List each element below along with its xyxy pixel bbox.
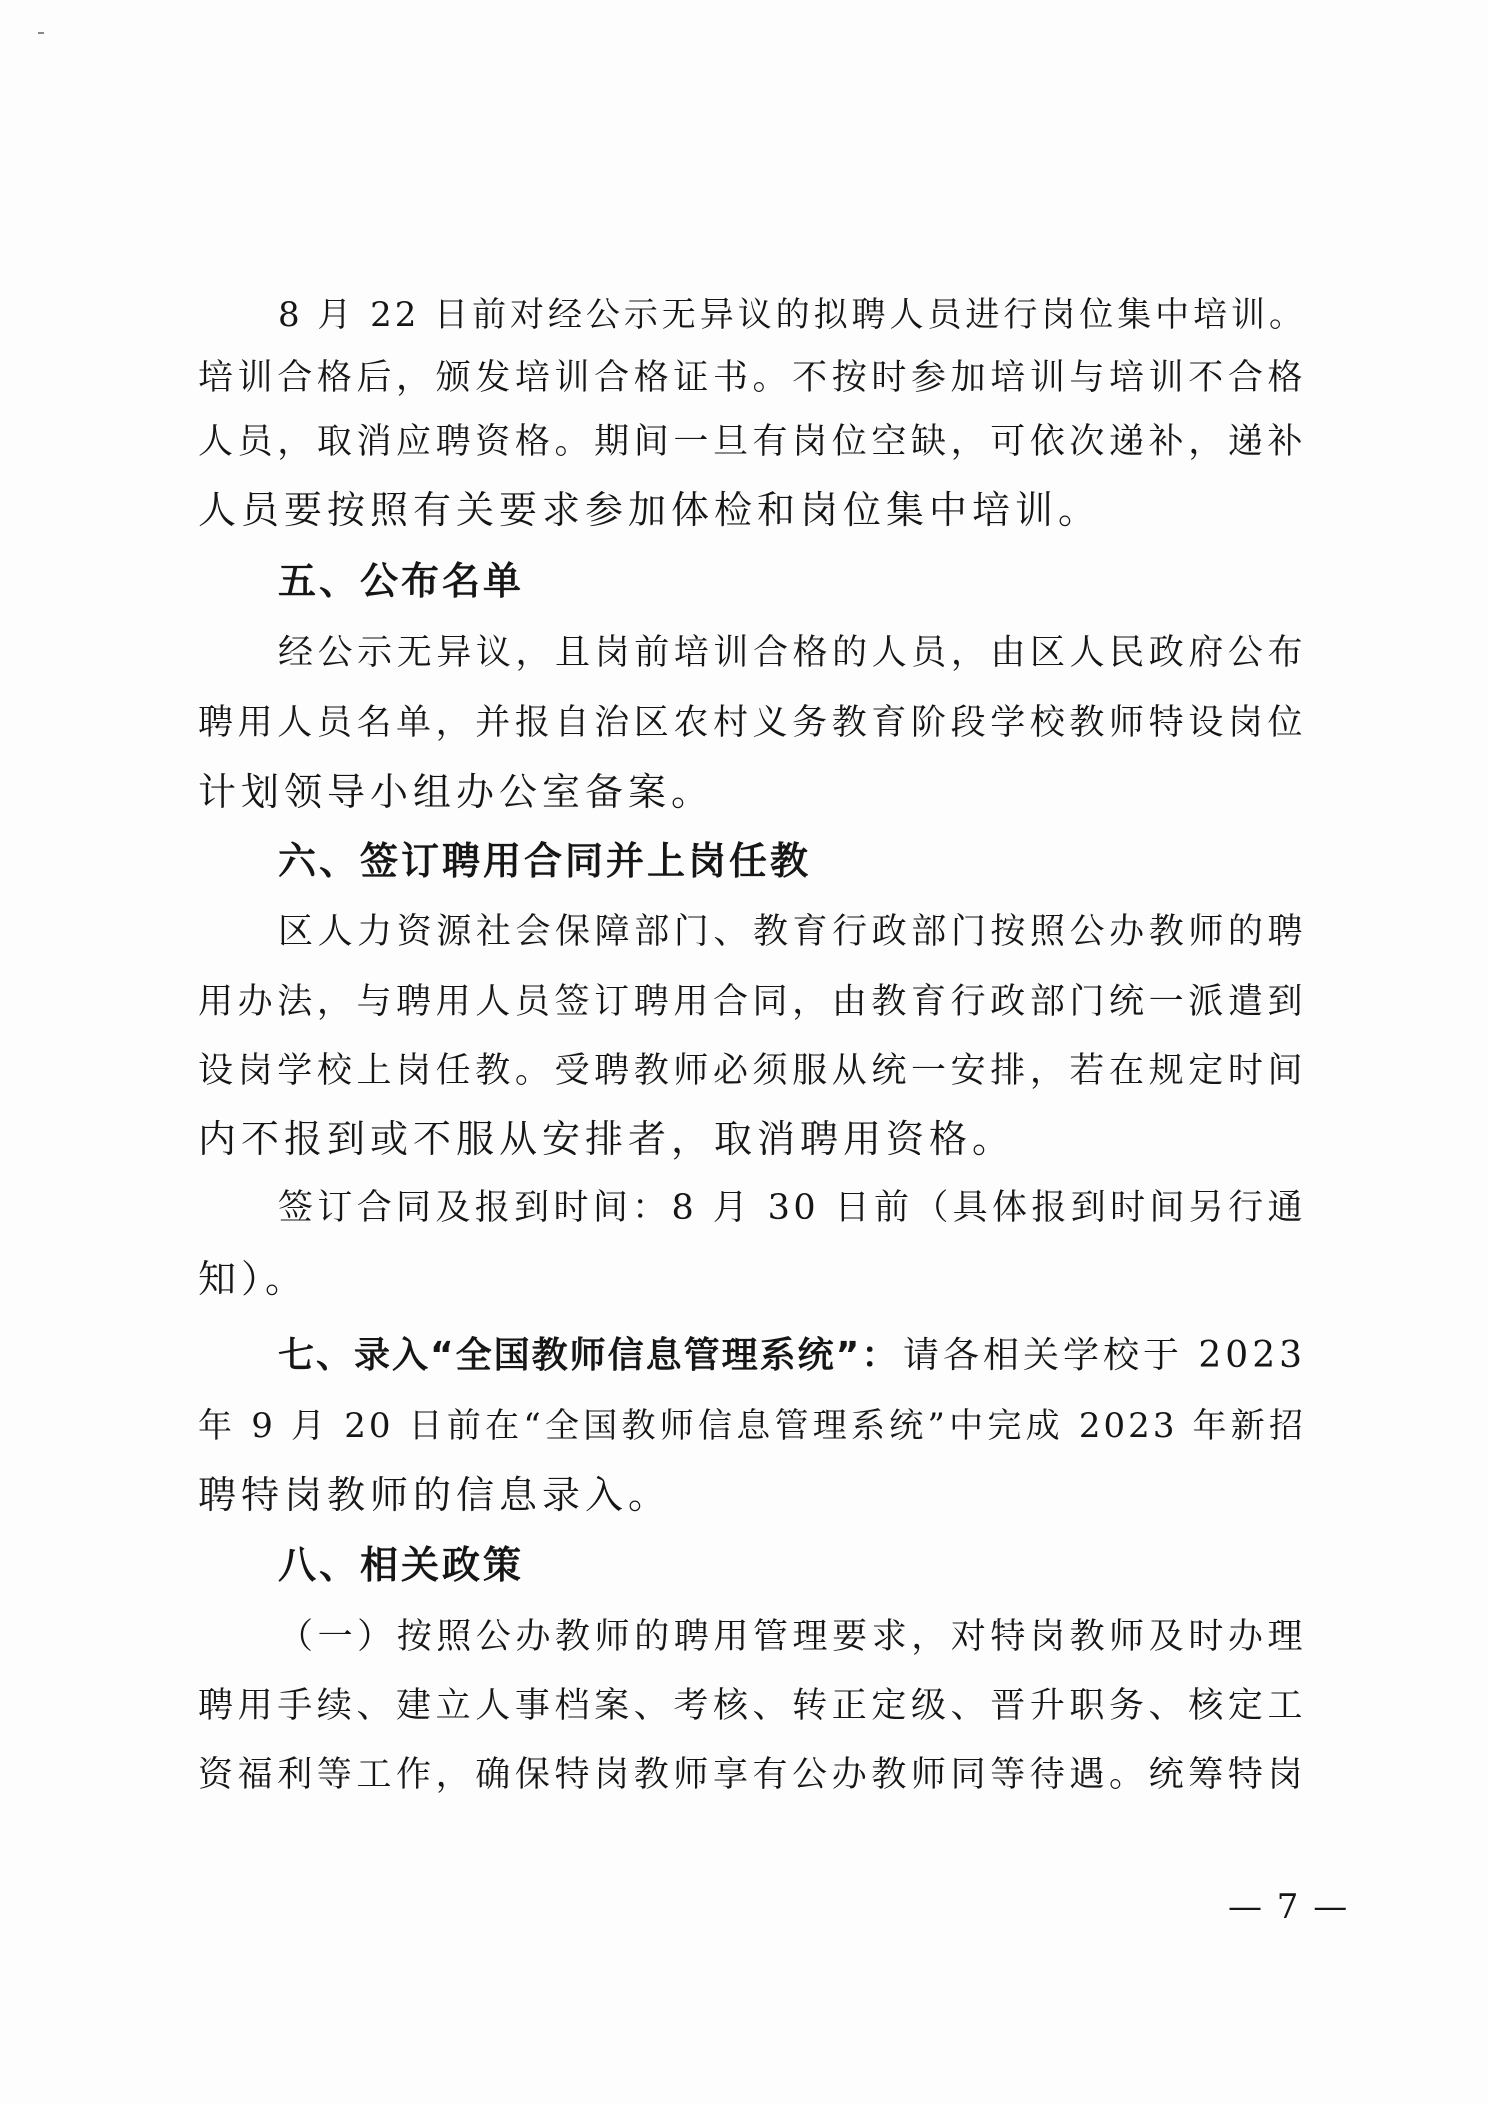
paragraph-line: 资福利等工作，确保特岗教师享有公办教师同等待遇。统筹特岗 bbox=[198, 1755, 1306, 1795]
section-heading: 八、相关政策 bbox=[278, 1543, 525, 1587]
paragraph-line: 经公示无异议，且岗前培训合格的人员，由区人民政府公布 bbox=[278, 633, 1306, 673]
section-heading: 五、公布名单 bbox=[278, 559, 525, 603]
page-number: — 7 — bbox=[1228, 1887, 1350, 1927]
paragraph-line: 聘特岗教师的信息录入。 bbox=[198, 1473, 672, 1517]
section-heading: 六、签订聘用合同并上岗任教 bbox=[278, 839, 812, 883]
section-heading: 七、录入“全国教师信息管理系统”： bbox=[278, 1335, 900, 1376]
paragraph-line: 知）。 bbox=[198, 1257, 309, 1301]
paragraph-line: （一）按照公办教师的聘用管理要求，对特岗教师及时办理 bbox=[278, 1617, 1306, 1657]
paragraph-line: 设岗学校上岗任教。受聘教师必须服从统一安排，若在规定时间 bbox=[198, 1051, 1306, 1091]
section-7-first-line bbox=[278, 1331, 1306, 1381]
paragraph-line: 人员，取消应聘资格。期间一旦有岗位空缺，可依次递补，递补 bbox=[198, 422, 1306, 462]
paragraph-line: 聘用手续、建立人事档案、考核、转正定级、晋升职务、核定工 bbox=[198, 1686, 1306, 1726]
paragraph-line: 内不报到或不服从安排者，取消聘用资格。 bbox=[198, 1117, 1016, 1161]
paragraph-line: 用办法，与聘用人员签订聘用合同，由教育行政部门统一派遣到 bbox=[198, 982, 1306, 1022]
paragraph-line: 签订合同及报到时间：8 月 30 日前（具体报到时间另行通 bbox=[278, 1188, 1306, 1228]
paragraph-line: 人员要按照有关要求参加体检和岗位集中培训。 bbox=[198, 488, 1102, 532]
paragraph-line: 年 9 月 20 日前在“全国教师信息管理系统”中完成 2023 年新招 bbox=[198, 1406, 1306, 1446]
scan-mark bbox=[38, 32, 44, 34]
paragraph-line: 聘用人员名单，并报自治区农村义务教育阶段学校教师特设岗位 bbox=[198, 703, 1306, 743]
paragraph-line: 8 月 22 日前对经公示无异议的拟聘人员进行岗位集中培训。 bbox=[278, 295, 1306, 335]
paragraph-line: 培训合格后，颁发培训合格证书。不按时参加培训与培训不合格 bbox=[198, 358, 1306, 398]
paragraph-line: 计划领导小组办公室备案。 bbox=[198, 770, 715, 814]
paragraph-line: 区人力资源社会保障部门、教育行政部门按照公办教师的聘 bbox=[278, 912, 1306, 952]
paragraph-text: 请各相关学校于 2023 bbox=[902, 1335, 1306, 1376]
